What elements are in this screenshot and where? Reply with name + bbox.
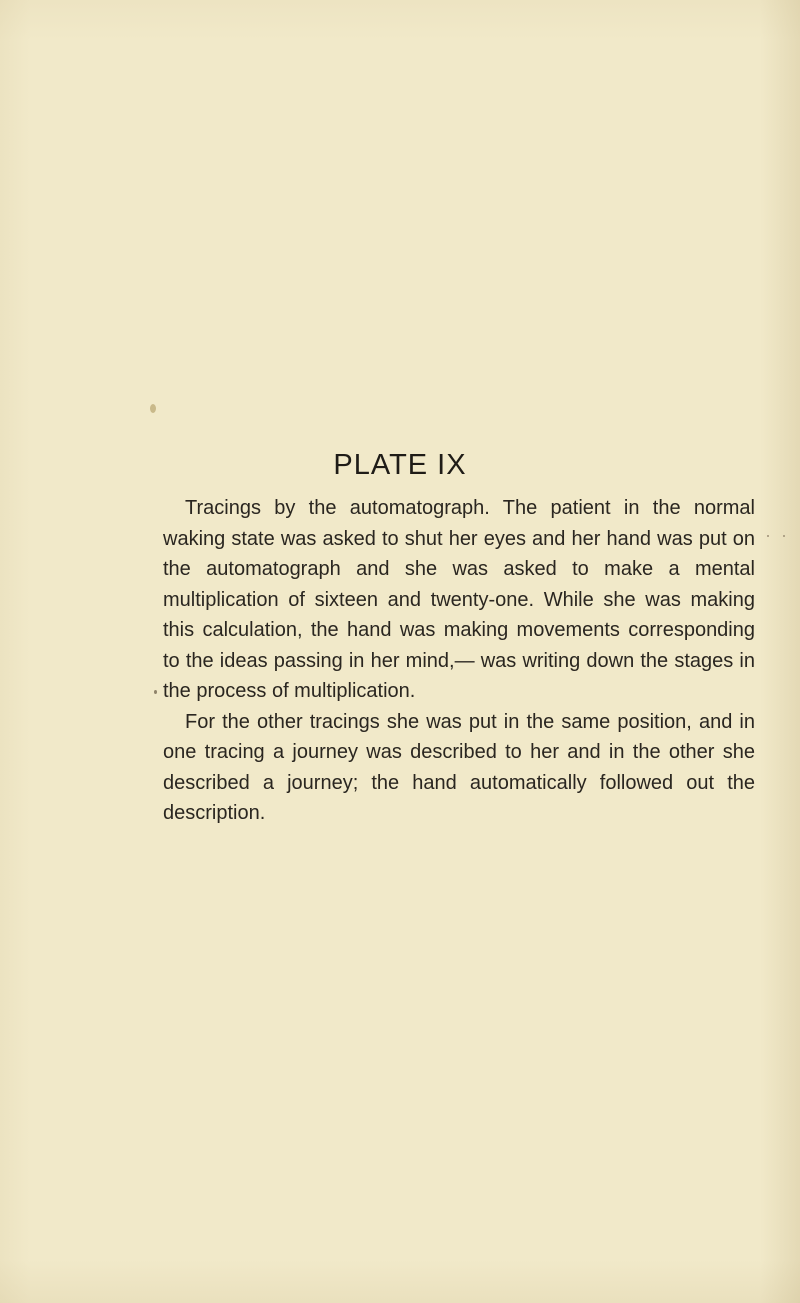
plate-title: PLATE IX (333, 449, 467, 481)
caption-paragraph-1: Tracings by the automatograph. The patient in the normal waking state was asked to shut her eyes and her hand was put on the automatograph and she was asked to make a mental multiplication of sixteen and twenty-one. While she was making this calculation, the hand was making movements corresponding to the ideas passing in her mind,— was writing down the stages in the process of multiplication. (163, 497, 755, 702)
paper-speck (150, 404, 156, 413)
plate-caption (163, 493, 755, 829)
paper-speck (154, 690, 157, 694)
paper-speck (767, 535, 769, 537)
caption-paragraph-2: For the other tracings she was put in the same position, and in one tracing a journey was described to her and in the other she described a journey; the hand automatically followed out the description. (163, 710, 755, 824)
paper-speck (783, 535, 785, 537)
